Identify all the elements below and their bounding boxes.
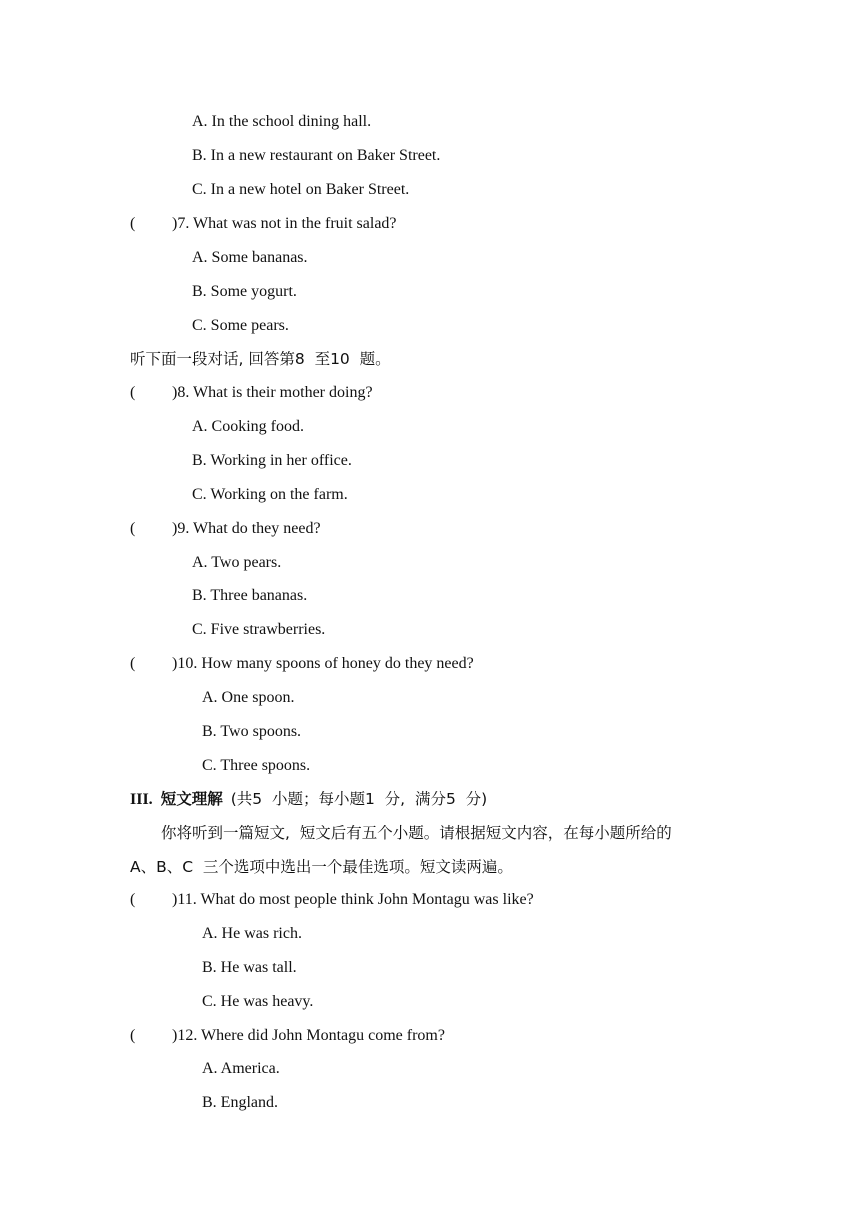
- section-3-heading: [130, 789, 487, 810]
- option-9c: C. Five strawberries.: [192, 621, 326, 638]
- question-12: [130, 1026, 445, 1046]
- question-11: [130, 890, 534, 910]
- option-6c: C. In a new hotel on Baker Street.: [192, 181, 410, 198]
- question-10: [130, 654, 474, 674]
- option-9a: A. Two pears.: [192, 554, 282, 571]
- option-7c: C. Some pears.: [192, 317, 289, 334]
- answer-paren: (: [130, 891, 136, 908]
- answer-paren: (: [130, 520, 136, 537]
- option-9b: B. Three bananas.: [192, 587, 308, 604]
- option-7a: A. Some bananas.: [192, 249, 308, 266]
- answer-paren: (: [130, 384, 136, 401]
- option-11b: B. He was tall.: [202, 959, 297, 976]
- answer-paren: (: [130, 215, 136, 232]
- option-10b: B. Two spoons.: [202, 723, 302, 740]
- answer-paren: (: [130, 655, 136, 672]
- option-8c: C. Working on the farm.: [192, 486, 348, 503]
- option-12b: B. England.: [202, 1094, 278, 1111]
- question-text: )7. What was not in the fruit salad?: [172, 215, 397, 232]
- question-text: )9. What do they need?: [172, 520, 321, 537]
- option-8a: A. Cooking food.: [192, 418, 304, 435]
- option-10c: C. Three spoons.: [202, 757, 311, 774]
- option-11a: A. He was rich.: [202, 925, 302, 942]
- option-12a: A. America.: [202, 1060, 280, 1077]
- option-6a: A. In the school dining hall.: [192, 113, 372, 130]
- option-6b: B. In a new restaurant on Baker Street.: [192, 147, 441, 164]
- question-text: )8. What is their mother doing?: [172, 384, 373, 401]
- question-7: [130, 214, 397, 234]
- section-description-line2: A、B、C 三个选项中选出一个最佳选项。短文读两遍。: [130, 858, 513, 876]
- option-10a: A. One spoon.: [202, 689, 295, 706]
- section-description-line1: 你将听到一篇短文, 短文后有五个小题。请根据短文内容，在每小题所给的: [161, 824, 672, 842]
- option-8b: B. Working in her office.: [192, 452, 352, 469]
- question-text: )12. Where did John Montagu come from?: [172, 1027, 445, 1044]
- question-8: [130, 383, 373, 403]
- instruction-8-10: 听下面一段对话, 回答第8 至10 题。: [130, 350, 391, 368]
- option-7b: B. Some yogurt.: [192, 283, 297, 300]
- question-text: )11. What do most people think John Montagu was like?: [172, 891, 534, 908]
- question-text: )10. How many spoons of honey do they need?: [172, 655, 474, 672]
- option-11c: C. He was heavy.: [202, 993, 314, 1010]
- section-note: (共5 小题；每小题1 分, 满分5 分): [230, 790, 488, 808]
- section-title: 短文理解: [160, 790, 223, 808]
- question-9: [130, 519, 321, 539]
- answer-paren: (: [130, 1027, 136, 1044]
- section-number: III.: [130, 791, 153, 808]
